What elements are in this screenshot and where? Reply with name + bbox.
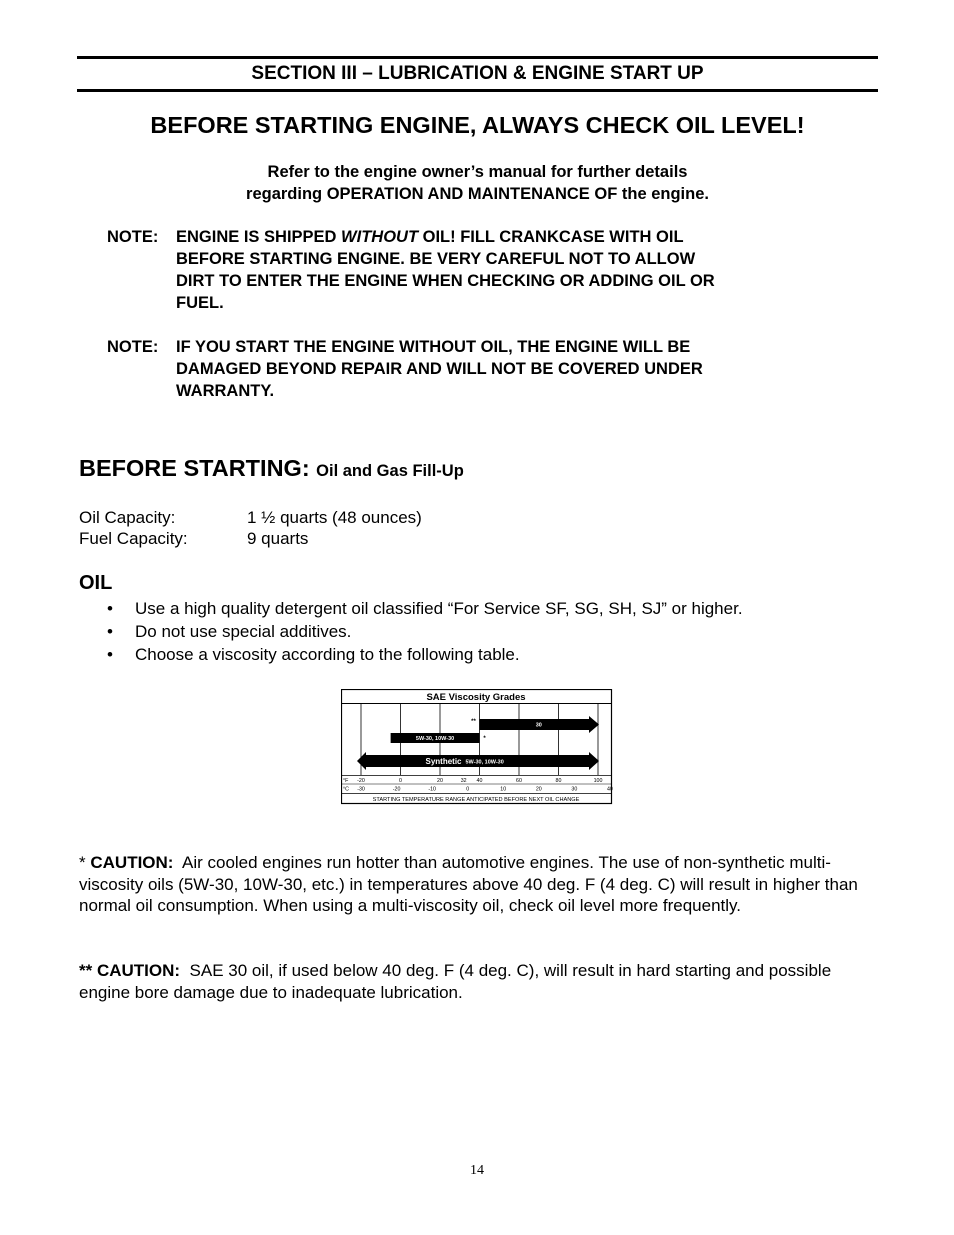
spec-value: 1 ½ quarts (48 ounces) (247, 508, 422, 527)
bar-mark: ** (471, 719, 476, 725)
tick-label-f: 100 (593, 778, 603, 784)
top-rule (77, 56, 878, 59)
tick-label-f: 32 (460, 778, 467, 784)
note1-line-4: FUEL. (176, 294, 224, 312)
axis-unit-c: °C (343, 786, 349, 793)
bullet-icon: • (107, 599, 113, 618)
list-item (107, 643, 743, 666)
note-label: NOTE: (107, 228, 159, 246)
page-number: 14 (470, 1163, 484, 1178)
bullet-text: Choose a viscosity according to the following table. (135, 645, 520, 664)
tick-label-c: 30 (571, 786, 578, 793)
caution-sae30 (79, 960, 869, 1003)
caution-label: CAUTION: (90, 853, 174, 872)
section-title: SECTION III – LUBRICATION & ENGINE START UP (251, 63, 704, 84)
note1-emphasis: WITHOUT (341, 228, 419, 246)
note-label: NOTE: (107, 338, 159, 356)
spec-label: Oil Capacity: (79, 508, 176, 527)
note-warranty (107, 336, 867, 402)
bar-label-synthetic: Synthetic (425, 757, 462, 766)
caution-mark: ** (79, 961, 93, 980)
tick-label-f: 80 (555, 778, 562, 784)
note1-line-3: DIRT TO ENTER THE ENGINE WHEN CHECKING OR ADDING OIL OR (176, 272, 715, 290)
caution-text: Air cooled engines run hotter than automotive engines. The use of non-synthetic multi-viscosity oils (5W-30, 10W-30, etc.) in temperatures above 40 deg. F (4 deg. C) will result in higher than normal oil consumption. When using a multi-viscosity oil, check oil level more frequently. (79, 853, 858, 915)
chart-title: SAE Viscosity Grades (426, 692, 526, 703)
bar-label: 30 (535, 722, 542, 729)
tick-label-f: 20 (437, 778, 443, 784)
caution-multi-viscosity (79, 852, 869, 917)
spec-label: Fuel Capacity: (79, 529, 188, 548)
oil-bullet-list (107, 597, 743, 666)
intro-text (77, 161, 878, 205)
note2-line-1: IF YOU START THE ENGINE WITHOUT OIL, THE ENGINE WILL BE (176, 338, 691, 356)
caution-text: SAE 30 oil, if used below 40 deg. F (4 deg. C), will result in hard starting and possible engine bore damage due to inadequate lubrication. (79, 961, 832, 1002)
headline: BEFORE STARTING ENGINE, ALWAYS CHECK OIL LEVEL! (150, 112, 805, 138)
bullet-text: Do not use special additives. (135, 622, 352, 641)
tick-label-c: 40 (606, 786, 613, 793)
tick-label-c: -30 (357, 786, 365, 793)
note2-line-2: DAMAGED BEYOND REPAIR AND WILL NOT BE COVERED UNDER (176, 360, 703, 378)
before-starting-subtitle: Oil and Gas Fill-Up (316, 462, 464, 480)
note2-line-3: WARRANTY. (176, 382, 275, 400)
chart-footer: STARTING TEMPERATURE RANGE ANTICIPATED BEFORE NEXT OIL CHANGE (372, 797, 580, 803)
bar-label: 5W-30, 10W-30 (415, 736, 455, 743)
bullet-icon: • (107, 622, 113, 641)
bar-mark: * (483, 736, 486, 742)
spec-oil-capacity (79, 507, 422, 528)
note1-pre: ENGINE IS SHIPPED (176, 228, 342, 246)
before-starting-title: BEFORE STARTING: (79, 455, 310, 481)
note1-post: OIL! FILL CRANKCASE WITH OIL (418, 228, 684, 246)
tick-label-f: 60 (516, 778, 522, 784)
caution-label: CAUTION: (96, 961, 181, 980)
tick-label-c: 10 (500, 786, 507, 793)
spec-fuel-capacity (79, 528, 308, 549)
oil-heading: OIL (79, 572, 113, 594)
intro-line-2: regarding OPERATION AND MAINTENANCE OF the engine. (246, 185, 709, 203)
before-starting-heading (79, 455, 464, 482)
caution-mark: * (79, 853, 86, 872)
list-item (107, 597, 743, 620)
bullet-icon: • (107, 645, 113, 664)
bar-label: 5W-30, 10W-30 (465, 759, 504, 766)
tick-label-f: 40 (476, 778, 483, 784)
intro-line-1: Refer to the engine owner’s manual for further details (267, 163, 688, 181)
sae-viscosity-chart (341, 689, 613, 805)
note-shipped-without-oil (107, 226, 867, 314)
spec-value: 9 quarts (247, 529, 309, 548)
bullet-text: Use a high quality detergent oil classified “For Service SF, SG, SH, SJ” or higher. (135, 599, 743, 618)
list-item (107, 620, 743, 643)
tick-label-c: -20 (392, 786, 401, 793)
tick-label-c: 0 (466, 786, 470, 793)
tick-label-c: 20 (535, 786, 542, 793)
tick-label-f: 0 (399, 778, 402, 784)
tick-label-c: -10 (428, 786, 436, 793)
bottom-rule (77, 89, 878, 92)
tick-label-f: -20 (357, 778, 365, 784)
axis-unit-f: °F (343, 778, 349, 784)
note1-line-2: BEFORE STARTING ENGINE. BE VERY CAREFUL NOT TO ALLOW (176, 250, 696, 268)
